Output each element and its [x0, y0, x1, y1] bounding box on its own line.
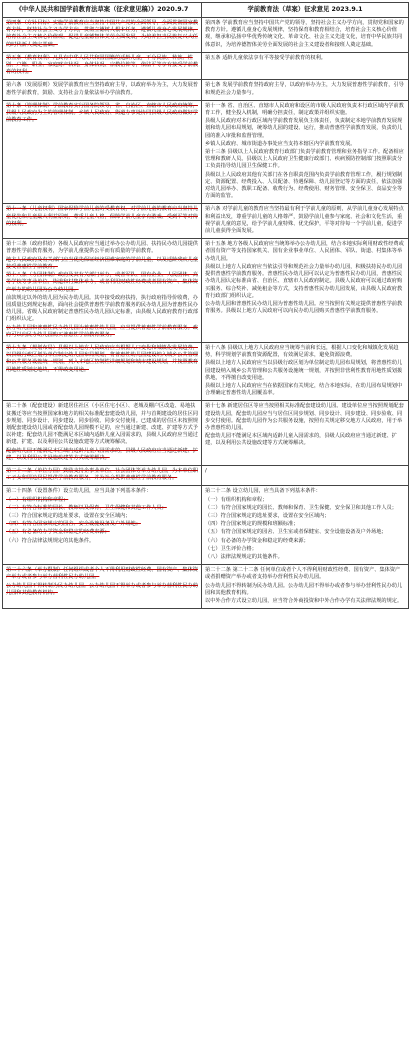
right-cell — [202, 239, 409, 343]
left-paragraph: 第六条（发展原则）发展学前教育应当坚持政府主导，以政府举办为主，大力发展普惠性学前教育，鼓励、支持社会力量依法举办学前教育。 — [6, 82, 198, 96]
table-row — [3, 239, 409, 343]
right-paragraph: 第七条 发展学前教育坚持政府主导，以政府举办为主，大力发展普惠性学前教育，引导和规范社会力量参与。 — [205, 82, 404, 96]
table-row — [3, 565, 409, 609]
right-paragraph: （七）卫生评价合格； — [205, 545, 257, 552]
left-paragraph: （五）有必备的办学资金和稳定的经费来源； — [6, 529, 110, 536]
right-paragraph: 县级以上人民政府其他有关部门在各自职责范围内负责学前教育管理工作，履行规划制定、资源配置、经费投入、人员配备、待遇保障、幼儿园登记等方面的责任，依法加强对幼儿园举办、教职工配备、收费行为、经费使用、财务管理、安全保卫、食品安全等方面的监管。 — [205, 171, 403, 200]
right-cell — [202, 80, 409, 100]
left-paragraph: 公办幼儿园不得转制为民办幼儿园。公办幼儿园不得举办或者参与举办营利性民办幼儿园和其他教育机构。 — [6, 582, 198, 596]
left-paragraph: 第二十四条（设置条件）设立幼儿园，应当具备下列基本条件： — [6, 488, 152, 495]
left-cell — [3, 239, 202, 343]
table-row — [3, 80, 409, 100]
right-paragraph: 第十五条 地方各级人民政府应当统筹举办公办幼儿园，结合本地实际利用财政性经费或者国有资产等支持国家机关、国有企业事业单位、人民团体、军队、街道、村集体等举办幼儿园。 — [205, 241, 404, 262]
right-cell — [202, 204, 409, 239]
right-cell — [202, 342, 409, 400]
right-paragraph: 县级以上地方人民政府应当在依据国家有关规定，结合本地实际，在幼儿园布局规划中合理确定普惠性幼儿园覆盖率。 — [205, 382, 403, 397]
left-paragraph: （四）有符合国家规定的园舍、安全设施设备及户外场地； — [6, 521, 141, 528]
left-paragraph: （一）有组织机构和章程； — [6, 496, 69, 503]
right-paragraph: 第十七条 新建居住区等应当按照相关标准配套建设幼儿园。建设单位应当按照规划配套建设幼儿园，配套幼儿园应当与居住区同步规划、同步设计、同步建设、同步验收、同步交付使用。配套幼儿园作为公共服务设施，按照有关规定移交地方人民政府，用于举办普惠性幼儿园。 — [205, 403, 404, 431]
left-paragraph: 公办幼儿园和普惠性民办幼儿园为普惠性幼儿园，应当提供普惠性学前教育服务。政府可以向民办幼儿园购买普惠性学前教育服务。 — [6, 324, 198, 338]
left-paragraph: 第四条（方针目标）实施学前教育应当坚持中国共产党的全面领导，全面贯彻国家教育方针，坚持社会主义办学方向，贯彻立德树人根本任务，遵循儿童身心发展规律，培育社会主义核心价值观，促进儿童德智体美劳全面发展，为培养担当民族复兴大任的时代新人奠定基础。 — [6, 20, 198, 48]
left-cell — [3, 52, 202, 80]
right-column-header: 学前教育法（草案）征求意见 2023.9.1 — [202, 3, 409, 18]
right-paragraph: / — [205, 467, 207, 474]
comparison-table — [2, 2, 409, 609]
right-paragraph: 第二十二条 设立幼儿园，应当具备下列基本条件： — [205, 488, 321, 495]
left-paragraph: （二）有符合标准的园长、教师以及保育、卫生保健和其他工作人员； — [6, 504, 167, 511]
left-cell — [3, 80, 202, 100]
left-cell — [3, 18, 202, 53]
right-paragraph: （六）有必备的办学资金和稳定的经费来源； — [205, 537, 309, 544]
right-cell — [202, 18, 409, 53]
left-column-header: 《中华人民共和国学前教育法草案（征求意见稿）》2020.9.7 — [3, 3, 202, 18]
left-paragraph: 前款规定以外的幼儿园为民办幼儿园。其中接受政府扶持，执行政府指导价收费，办园质量达到规定标准，面向社会提供普惠性学前教育服务的民办幼儿园为普惠性民办幼儿园。省级人民政府制定普惠性民办幼儿园认定标准，由县级人民政府教育行政部门组织认定。 — [6, 294, 198, 323]
comparison-rows — [3, 18, 409, 609]
right-paragraph: 配套幼儿园不能满足本区域内适龄儿童入园需求的，县级人民政府应当通过新建、扩建，以及利用公共设施改建等方式统筹解决。 — [205, 433, 397, 447]
table-row — [3, 204, 409, 239]
left-cell — [3, 565, 202, 609]
left-cell — [3, 342, 202, 400]
right-cell — [202, 465, 409, 485]
right-paragraph: 县级以上地方人民政府应当依法引导和规范社会力量举办幼儿园，积极扶持民办幼儿园提供普惠性学前教育服务。普惠性民办幼儿园可以认定为普惠性民办幼儿园，普惠性民办幼儿园认定标准由省、自治区、直辖市人民政府制定。县级人民政府可以通过政府购买服务、综合奖补、减免租金等方式，支持普惠性民办幼儿园发展，由县级人民政府教育行政部门组织认定。 — [205, 263, 403, 299]
table-row — [3, 401, 409, 466]
left-paragraph: 第十九条（规划布局）县级以上地方人民政府应当根据人口变化和城镇化发展趋势，以县级行政区划为单位制定幼儿园布局规划，将普惠性幼儿园建设纳入城乡公共管理和公共服务设施统一规划，列入本地区控制性详细规划和城市建设规划，并按照教育用地性质划定地块，不得改变用途。 — [6, 344, 198, 373]
right-paragraph: （八）法律法规规定的其他条件。 — [205, 554, 283, 560]
left-paragraph: 配套幼儿园不能满足本区域内适龄儿童入园需求的，县级人民政府应当通过新建、扩建，以及利用公共设施改建等方式统筹解决。 — [6, 447, 198, 461]
left-cell — [3, 465, 202, 485]
right-paragraph: 县级人民政府对本行政区域内学前教育发展负主体责任，负责制定本地学前教育发展规划和幼儿园布局规划，统筹幼儿园的建设、运行，推动普惠性学前教育发展，负责幼儿园的准入审批和监督管理。 — [205, 118, 403, 139]
right-paragraph: 第四条 学前教育应当坚持中国共产党的领导，坚持社会主义办学方向，贯彻党和国家的教育方针。遵循儿童身心发展规律，坚持保育和教育相结合，培育社会主义核心价值观，继承和弘扬中华优秀传统文化、革命文化、社会主义先进文化，培育中华民族共同体意识，为培养德智体美劳全面发展的社会主义建设者和接班人奠定基础。 — [205, 20, 404, 48]
right-paragraph: 以中外合作方式设立幼儿园，应当符合外商投资和中外合作办学有关法律法规的规定。 — [205, 598, 403, 605]
header-row — [3, 3, 409, 18]
right-paragraph: 乡镇人民政府、城市街道办事处应当支持本辖区内学前教育发展。 — [205, 140, 356, 147]
right-paragraph: 第六条 对学前儿童的教育应当坚持最有利于学前儿童的原则，从学前儿童身心发展特点和利益出发，尊重学前儿童的人格尊严，鼓励学前儿童参与家庭、社会和文化生活，重视学前儿童的意见，给予学前儿童特殊、优先保护，平等对待每一个学前儿童，促进学前儿童获得全面发展。 — [205, 206, 404, 235]
left-paragraph: 第十八条（办园体制）政府及其有关部门举办，或者军队、国有企业、人民团体、高等学校等事业单位、街道和村集体举办，或者利用财政性经费或者国有资产、集体资产举办的幼儿园为公办幼儿园。 — [6, 272, 198, 293]
right-cell — [202, 486, 409, 565]
right-cell — [202, 401, 409, 466]
comparison-document — [2, 2, 408, 609]
left-paragraph: 第十三条（政府供给）各级人民政府应当通过举办公办幼儿园、扶持民办幼儿园提供普惠性学前教育服务，为学前儿童提供公平而有质量的学前教育。 — [6, 241, 198, 255]
right-paragraph: 县级以上地方人民政府应当以县级行政区划为单位制定幼儿园布局规划，将普惠性幼儿园建设纳入城乡公共管理和公共服务设施统一规划，并按照非营利性教育用地性质划拨供地，不得擅自改变用途。 — [205, 360, 403, 381]
right-paragraph: （三）符合国家规定的选址要求，设置在安全区域内； — [205, 512, 330, 519]
right-paragraph: 第十三条 县级以上人民政府教育行政部门负责学前教育管理和业务指导工作。配备相应管理和教研人员。县级以上人民政府卫生健康行政部门、疾病预防控制部门按照职责分工负责指导幼儿园卫生保健工作。 — [205, 149, 404, 170]
left-paragraph: 第十一条（儿童权利）国家保障学前儿童的受教育权，对学前儿童的教育应当坚持儿童优先和儿童最大利益原则，尊重儿童人格，保障学前儿童享有游戏、受到平等对待的权利。 — [6, 206, 198, 227]
left-cell — [3, 401, 202, 466]
right-paragraph: （一）有组织机构和章程； — [205, 496, 268, 503]
right-paragraph: 公办幼儿园不得转制为民办幼儿园。公办幼儿园不得举办或者参与举办营利性民办幼儿园和其他教育机构。 — [205, 582, 403, 596]
right-paragraph: （四）符合国家规定的规模和班额标准； — [205, 521, 299, 528]
right-paragraph: （二）有符合国家规定的园长、教师和保育、卫生保健、安全保卫和其他工作人员； — [205, 504, 397, 511]
table-row — [3, 100, 409, 204]
right-cell — [202, 52, 409, 80]
table-row — [3, 486, 409, 565]
right-paragraph: 公办幼儿园和普惠性民办幼儿园为普惠性幼儿园。应当按照有关规定提供普惠性学前教育服务。县级以上地方人民政府可以向民办幼儿园购买普惠性学前教育服务。 — [205, 300, 403, 315]
right-cell — [202, 565, 409, 609]
right-cell — [202, 100, 409, 204]
table-row — [3, 18, 409, 53]
right-paragraph: （五）有符合国家规定的园舍、卫生室或者保健室、安全设施设备及户外场地； — [205, 529, 387, 536]
right-paragraph: 第十一条 省、自治区、直辖市人民政府和设区的市级人民政府负责本行政区域内学前教育工作，健全投入机制，明确分担责任，制定政策并组织实施。 — [205, 102, 404, 117]
left-paragraph: 第二十六条（举办限制）任何组织或者个人不得利用财政性经费、国有资产、集体资产举办或者参与举办营利性民办幼儿园。 — [6, 567, 198, 581]
left-cell — [3, 486, 202, 565]
left-paragraph: （三）符合国家规定的选址要求，设置在安全区域内； — [6, 512, 131, 519]
left-cell — [3, 100, 202, 204]
left-paragraph: 第二十二条（单位办园）鼓励支持企事业单位、社会团体等举办幼儿园，为本单位职工子女和周边居民提供学前教育服务，并为社会提供普惠性学前教育服务。 — [6, 467, 198, 482]
right-paragraph: 第五条 适龄儿童依法享有平等接受学前教育的权利。 — [205, 54, 326, 61]
table-row — [3, 465, 409, 485]
table-row — [3, 52, 409, 80]
left-cell — [3, 204, 202, 239]
left-paragraph: 第五条（教育权利）凡具有中华人民共和国国籍的适龄儿童，不分民族、种族、性别、户籍、职业、家庭财产状况、身体状况、宗教信仰等，依法平等享有接受学前教育的权利。 — [6, 54, 198, 76]
right-paragraph: 第二十二条 第二十二条 任何单位或者个人不得利用财政性经费、国有资产、集体资产或者捐赠资产举办或者支持举办营利性民办幼儿园。 — [205, 567, 401, 581]
left-paragraph: 第二十条（配套建设）新建居住社区（小区住宅小区）、老城及棚户区改造、易地扶贫搬迁等应当按照国家和地方的相关标准配套建设幼儿园，并与首期建设的居住区同步规划、同步设计、同步建设、同步验收、同步交付使用。已建成的居住区未按照规划配套建设幼儿园或者配套幼儿园规模不足的，应当通过新建、改建、扩建等方式予以补建；配套幼儿园不能满足本区域内适龄儿童入园需求的，县级人民政府应当通过新建、扩建、以及利用公共设施改建等方式统筹解决。 — [6, 403, 198, 446]
table-row — [3, 342, 409, 400]
left-paragraph: 第十条（管理体制）学前教育实行国务院领导，省、自治区、直辖市人民政府统筹，县级人民政府为主的管理体制。乡镇人民政府、街道办事处协同县级人民政府做好学前教育工作。 — [6, 102, 198, 124]
left-paragraph: 地方人民政府及有关部门应当优先保证经济困难家庭的学前儿童，以及适龄残疾儿童接受普惠性学前教育。 — [6, 256, 198, 270]
right-paragraph: 第十八条 县级以上地方人民政府应当统筹当前和长远，根据人口变化和城镇化发展趋势，科学规划学前教育资源配置，有效满足需求，避免资源浪费。 — [205, 344, 399, 359]
left-paragraph: （六）符合法律法规规定的其他条件。 — [6, 537, 95, 544]
